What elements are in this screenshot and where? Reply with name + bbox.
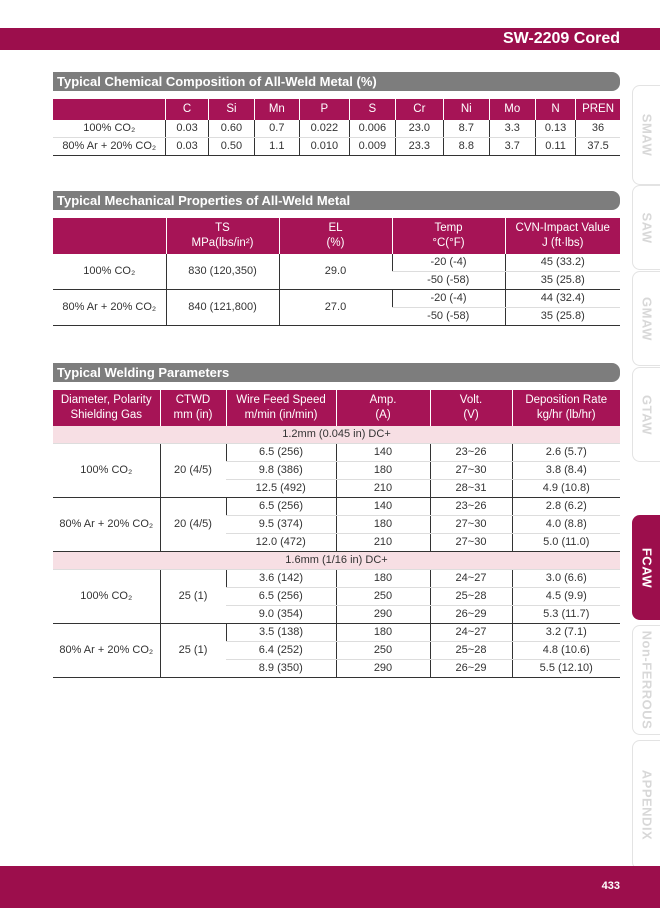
side-tab: [632, 85, 660, 185]
mechanical-properties-table: [53, 218, 620, 326]
header-line: Volt.: [459, 394, 483, 406]
table-cell: 25~28: [430, 588, 512, 606]
side-tab-label: APPENDIX: [639, 769, 654, 841]
side-tab-label: SMAW: [639, 113, 654, 157]
table-cell: 830 (120,350): [166, 254, 279, 290]
table-cell: 1.1: [255, 138, 299, 156]
table-row: [53, 290, 620, 308]
column-header: [430, 390, 512, 426]
table-cell: 24~27: [430, 624, 512, 642]
side-tab: [632, 740, 660, 870]
table-cell: 100% CO₂: [53, 120, 166, 138]
table-cell: 80% Ar + 20% CO₂: [53, 138, 166, 156]
table-cell: 44 (32.4): [505, 290, 620, 308]
table-cell: 6.5 (256): [226, 444, 336, 462]
table-cell: 9.0 (354): [226, 606, 336, 624]
table-cell: 4.8 (10.6): [512, 642, 620, 660]
chemical-composition-table: [53, 99, 620, 156]
table-cell: 26~29: [430, 606, 512, 624]
table-cell: 8.9 (350): [226, 660, 336, 678]
table-cell: 12.5 (492): [226, 480, 336, 498]
column-header: [505, 218, 620, 254]
table-cell: 6.4 (252): [226, 642, 336, 660]
table-cell: 27.0: [279, 290, 392, 326]
side-tab-label: GTAW: [639, 394, 654, 435]
table-cell: 4.9 (10.8): [512, 480, 620, 498]
side-tab-label: GMAW: [639, 296, 654, 341]
header-line: Amp.: [369, 394, 397, 406]
table-cell: 36: [576, 120, 620, 138]
header-line: Temp: [434, 222, 463, 234]
table-cell: 5.5 (12.10): [512, 660, 620, 678]
table-cell: 5.3 (11.7): [512, 606, 620, 624]
table-cell: 0.03: [166, 138, 208, 156]
header-line: TS: [215, 222, 230, 234]
group-row: [53, 552, 620, 570]
table-cell: 27~30: [430, 516, 512, 534]
table-cell: 3.7: [489, 138, 535, 156]
table-row: [53, 498, 620, 516]
table-cell: 35 (25.8): [505, 272, 620, 290]
header-line: Diameter, Polarity: [60, 394, 152, 406]
page-number: 433: [601, 880, 620, 892]
table-cell: 100% CO₂: [53, 570, 160, 624]
table-cell: 3.0 (6.6): [512, 570, 620, 588]
table-cell: -20 (-4): [392, 290, 505, 308]
table-row: [53, 444, 620, 462]
table-cell: 9.5 (374): [226, 516, 336, 534]
table-cell: 0.13: [535, 120, 575, 138]
table-cell: 100% CO₂: [53, 444, 160, 498]
column-header: [336, 390, 430, 426]
table-cell: 37.5: [576, 138, 620, 156]
chemical-composition-section: [53, 72, 620, 156]
column-header: S: [350, 99, 395, 120]
table-cell: 23.3: [395, 138, 444, 156]
table-cell: 180: [336, 624, 430, 642]
table-cell: 3.3: [489, 120, 535, 138]
table-cell: 20 (4/5): [160, 498, 226, 552]
table-cell: 3.6 (142): [226, 570, 336, 588]
table-cell: 80% Ar + 20% CO₂: [53, 624, 160, 678]
group-label: 1.2mm (0.045 in) DC+: [53, 426, 620, 444]
table-row: [53, 254, 620, 272]
table-cell: 210: [336, 480, 430, 498]
table-cell: 80% Ar + 20% CO₂: [53, 290, 166, 326]
table-cell: 23.0: [395, 120, 444, 138]
table-cell: 0.022: [299, 120, 350, 138]
welding-parameters-table: [53, 390, 620, 678]
header-bar: [0, 28, 660, 50]
column-header: [226, 390, 336, 426]
side-tab: [632, 185, 660, 270]
table-row: [53, 120, 620, 138]
table-cell: 3.5 (138): [226, 624, 336, 642]
header-line: °C(°F): [432, 237, 465, 249]
header-line: EL: [328, 222, 343, 234]
header-line: mm (in): [173, 409, 213, 421]
column-header: Ni: [444, 99, 489, 120]
group-row: [53, 426, 620, 444]
column-header: N: [535, 99, 575, 120]
table-cell: -20 (-4): [392, 254, 505, 272]
table-cell: 45 (33.2): [505, 254, 620, 272]
table-cell: 5.0 (11.0): [512, 534, 620, 552]
table-cell: -50 (-58): [392, 272, 505, 290]
table-cell: 3.2 (7.1): [512, 624, 620, 642]
column-header: [279, 218, 392, 254]
table-cell: 2.6 (5.7): [512, 444, 620, 462]
header-line: kg/hr (lb/hr): [536, 409, 596, 421]
column-header: Mn: [255, 99, 299, 120]
table-cell: 23~26: [430, 498, 512, 516]
column-header: [166, 218, 279, 254]
welding-parameters-section: [53, 363, 620, 678]
table-cell: 140: [336, 498, 430, 516]
table-cell: 0.11: [535, 138, 575, 156]
table-cell: 25 (1): [160, 570, 226, 624]
table-cell: 80% Ar + 20% CO₂: [53, 498, 160, 552]
side-tab: [632, 271, 660, 366]
table-cell: 25 (1): [160, 624, 226, 678]
column-header: [512, 390, 620, 426]
table-cell: 9.8 (386): [226, 462, 336, 480]
column-header: P: [299, 99, 350, 120]
column-header: [392, 218, 505, 254]
table-cell: 0.60: [208, 120, 254, 138]
table-cell: 35 (25.8): [505, 308, 620, 326]
table-cell: 0.010: [299, 138, 350, 156]
column-header: Cr: [395, 99, 444, 120]
column-header: [160, 390, 226, 426]
header-line: MPa(lbs/in²): [191, 237, 254, 249]
side-tab: [632, 367, 660, 462]
header-line: Wire Feed Speed: [236, 394, 326, 406]
header-line: (%): [326, 237, 345, 249]
table-row: [53, 624, 620, 642]
table-cell: 6.5 (256): [226, 588, 336, 606]
table-cell: 840 (121,800): [166, 290, 279, 326]
table-cell: 250: [336, 588, 430, 606]
side-tab-label: FCAW: [639, 547, 654, 588]
column-header: [53, 218, 166, 254]
table-cell: 4.5 (9.9): [512, 588, 620, 606]
mechanical-properties-section: [53, 191, 620, 326]
table-cell: 0.006: [350, 120, 395, 138]
table-cell: 25~28: [430, 642, 512, 660]
column-header: PREN: [576, 99, 620, 120]
table-row: [53, 570, 620, 588]
side-tab-label: SAW: [639, 211, 654, 244]
table-cell: 8.7: [444, 120, 489, 138]
page-title: SW-2209 Cored: [502, 30, 620, 47]
table-cell: 6.5 (256): [226, 498, 336, 516]
table-cell: 0.50: [208, 138, 254, 156]
table-cell: 3.8 (8.4): [512, 462, 620, 480]
table-cell: 4.0 (8.8): [512, 516, 620, 534]
table-row: [53, 138, 620, 156]
column-header: Si: [208, 99, 254, 120]
side-tab-label: Non-FERROUS: [639, 630, 654, 730]
table-cell: 210: [336, 534, 430, 552]
table-cell: 180: [336, 516, 430, 534]
column-header: C: [166, 99, 208, 120]
header-line: J (ft·lbs): [541, 237, 584, 249]
table-cell: 27~30: [430, 534, 512, 552]
table-cell: -50 (-58): [392, 308, 505, 326]
table-cell: 29.0: [279, 254, 392, 290]
header-line: Deposition Rate: [525, 394, 608, 406]
header-line: (A): [375, 409, 391, 421]
group-label: 1.6mm (1/16 in) DC+: [53, 552, 620, 570]
table-cell: 23~26: [430, 444, 512, 462]
header-line: CVN-Impact Value: [515, 222, 610, 234]
table-cell: 290: [336, 606, 430, 624]
column-header: Mo: [489, 99, 535, 120]
section-title: Typical Welding Parameters: [53, 363, 620, 382]
table-cell: 8.8: [444, 138, 489, 156]
table-cell: 20 (4/5): [160, 444, 226, 498]
header-line: Shielding Gas: [70, 409, 143, 421]
side-tab: [632, 625, 660, 735]
table-cell: 24~27: [430, 570, 512, 588]
header-line: m/min (in/min): [244, 409, 318, 421]
footer-bar: [0, 866, 660, 908]
table-cell: 26~29: [430, 660, 512, 678]
table-cell: 100% CO₂: [53, 254, 166, 290]
table-cell: 2.8 (6.2): [512, 498, 620, 516]
table-cell: 250: [336, 642, 430, 660]
header-line: (V): [463, 409, 479, 421]
table-cell: 180: [336, 462, 430, 480]
column-header: [53, 390, 160, 426]
table-cell: 27~30: [430, 462, 512, 480]
table-cell: 0.03: [166, 120, 208, 138]
table-cell: 0.009: [350, 138, 395, 156]
section-title: Typical Mechanical Properties of All-Weld Metal: [53, 191, 620, 210]
table-cell: 0.7: [255, 120, 299, 138]
table-cell: 28~31: [430, 480, 512, 498]
column-header: [53, 99, 166, 120]
table-cell: 290: [336, 660, 430, 678]
table-cell: 140: [336, 444, 430, 462]
header-line: CTWD: [175, 394, 211, 406]
table-cell: 180: [336, 570, 430, 588]
side-tab: [632, 515, 660, 620]
table-cell: 12.0 (472): [226, 534, 336, 552]
section-title: Typical Chemical Composition of All-Weld Metal (%): [53, 72, 620, 91]
